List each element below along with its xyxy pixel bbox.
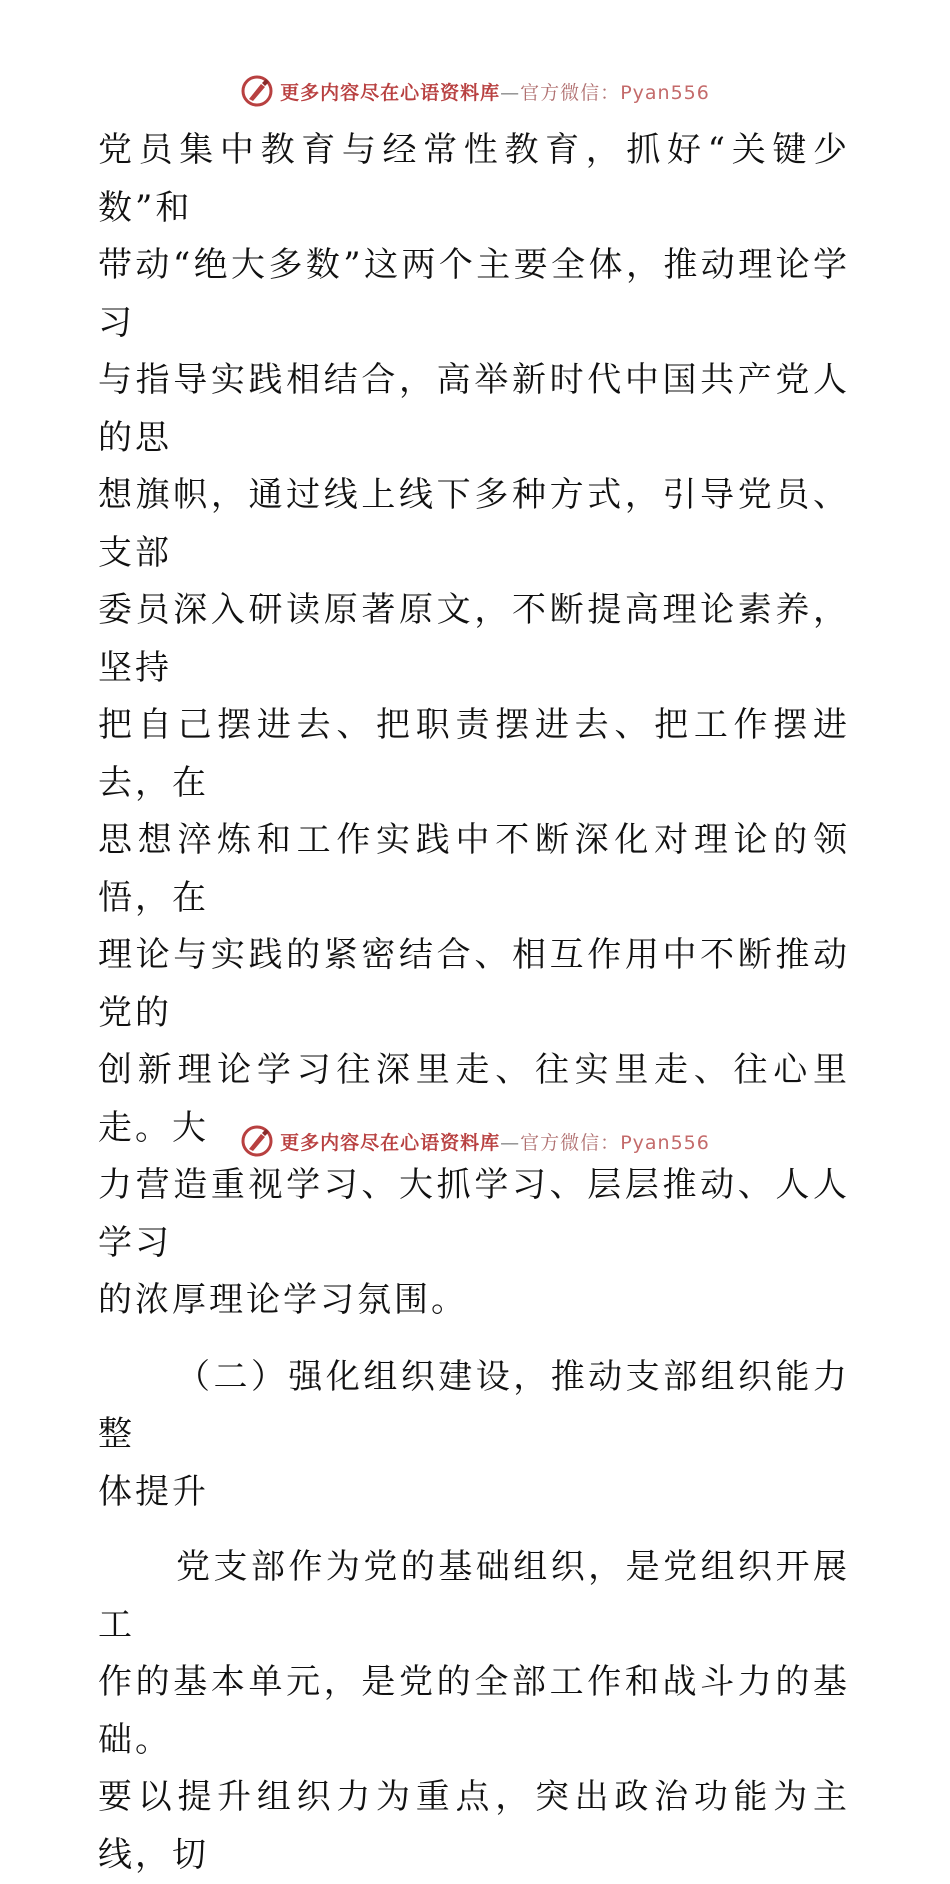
pen-nib-logo-icon <box>240 1124 274 1158</box>
text-line: 思想淬炼和工作实践中不断深化对理论的领悟，在 <box>98 820 850 918</box>
text-line: 带动“绝大多数”这两个主要全体，推动理论学习 <box>98 245 850 343</box>
footer-watermark-banner <box>0 1121 950 1161</box>
text-line: 想旗帜，通过线上线下多种方式，引导党员、支部 <box>98 475 850 573</box>
pen-nib-logo-icon <box>240 74 274 108</box>
banner-official-label: 官方微信： <box>520 81 621 104</box>
text-line: 力营造重视学习、大抓学习、层层推动、人人学习 <box>98 1165 850 1263</box>
heading-line: （二）强化组织建设，推动支部组织能力整 <box>98 1356 850 1454</box>
text-line: 创新理论学习往深里走、往实里走、往心里走。大 <box>98 1050 850 1148</box>
banner-official-label: 官方微信： <box>520 1131 621 1154</box>
header-watermark-banner <box>0 71 950 111</box>
paragraph <box>98 1539 850 1884</box>
banner-handle: Pyan556 <box>620 81 710 104</box>
text-line: 作的基本单元，是党的全部工作和战斗力的基础。 <box>98 1662 850 1760</box>
section-heading <box>98 1349 850 1522</box>
banner-dash: — <box>500 1131 521 1154</box>
banner-handle: Pyan556 <box>620 1131 710 1154</box>
text-line: 党员集中教育与经常性教育，抓好“关键少数”和 <box>98 130 850 228</box>
document-body <box>98 122 850 1884</box>
banner-brand: 更多内容尽在心语资料库 <box>280 1131 501 1154</box>
text-line: 委员深入研读原著原文，不断提高理论素养，坚持 <box>98 590 850 688</box>
text-line: 与指导实践相结合，高举新时代中国共产党人的思 <box>98 360 850 458</box>
banner-ad-text <box>280 78 710 105</box>
banner-ad-text <box>280 1128 710 1155</box>
text-line: 党支部作为党的基础组织，是党组织开展工 <box>98 1547 850 1645</box>
text-line: 的浓厚理论学习氛围。 <box>98 1280 468 1320</box>
text-line: 要以提升组织力为重点，突出政治功能为主线，切 <box>98 1777 850 1875</box>
text-line: 理论与实践的紧密结合、相互作用中不断推动党的 <box>98 935 850 1033</box>
banner-brand: 更多内容尽在心语资料库 <box>280 81 501 104</box>
text-line: 把自己摆进去、把职责摆进去、把工作摆进去，在 <box>98 705 850 803</box>
heading-line: 体提升 <box>98 1471 209 1512</box>
banner-dash: — <box>500 81 521 104</box>
